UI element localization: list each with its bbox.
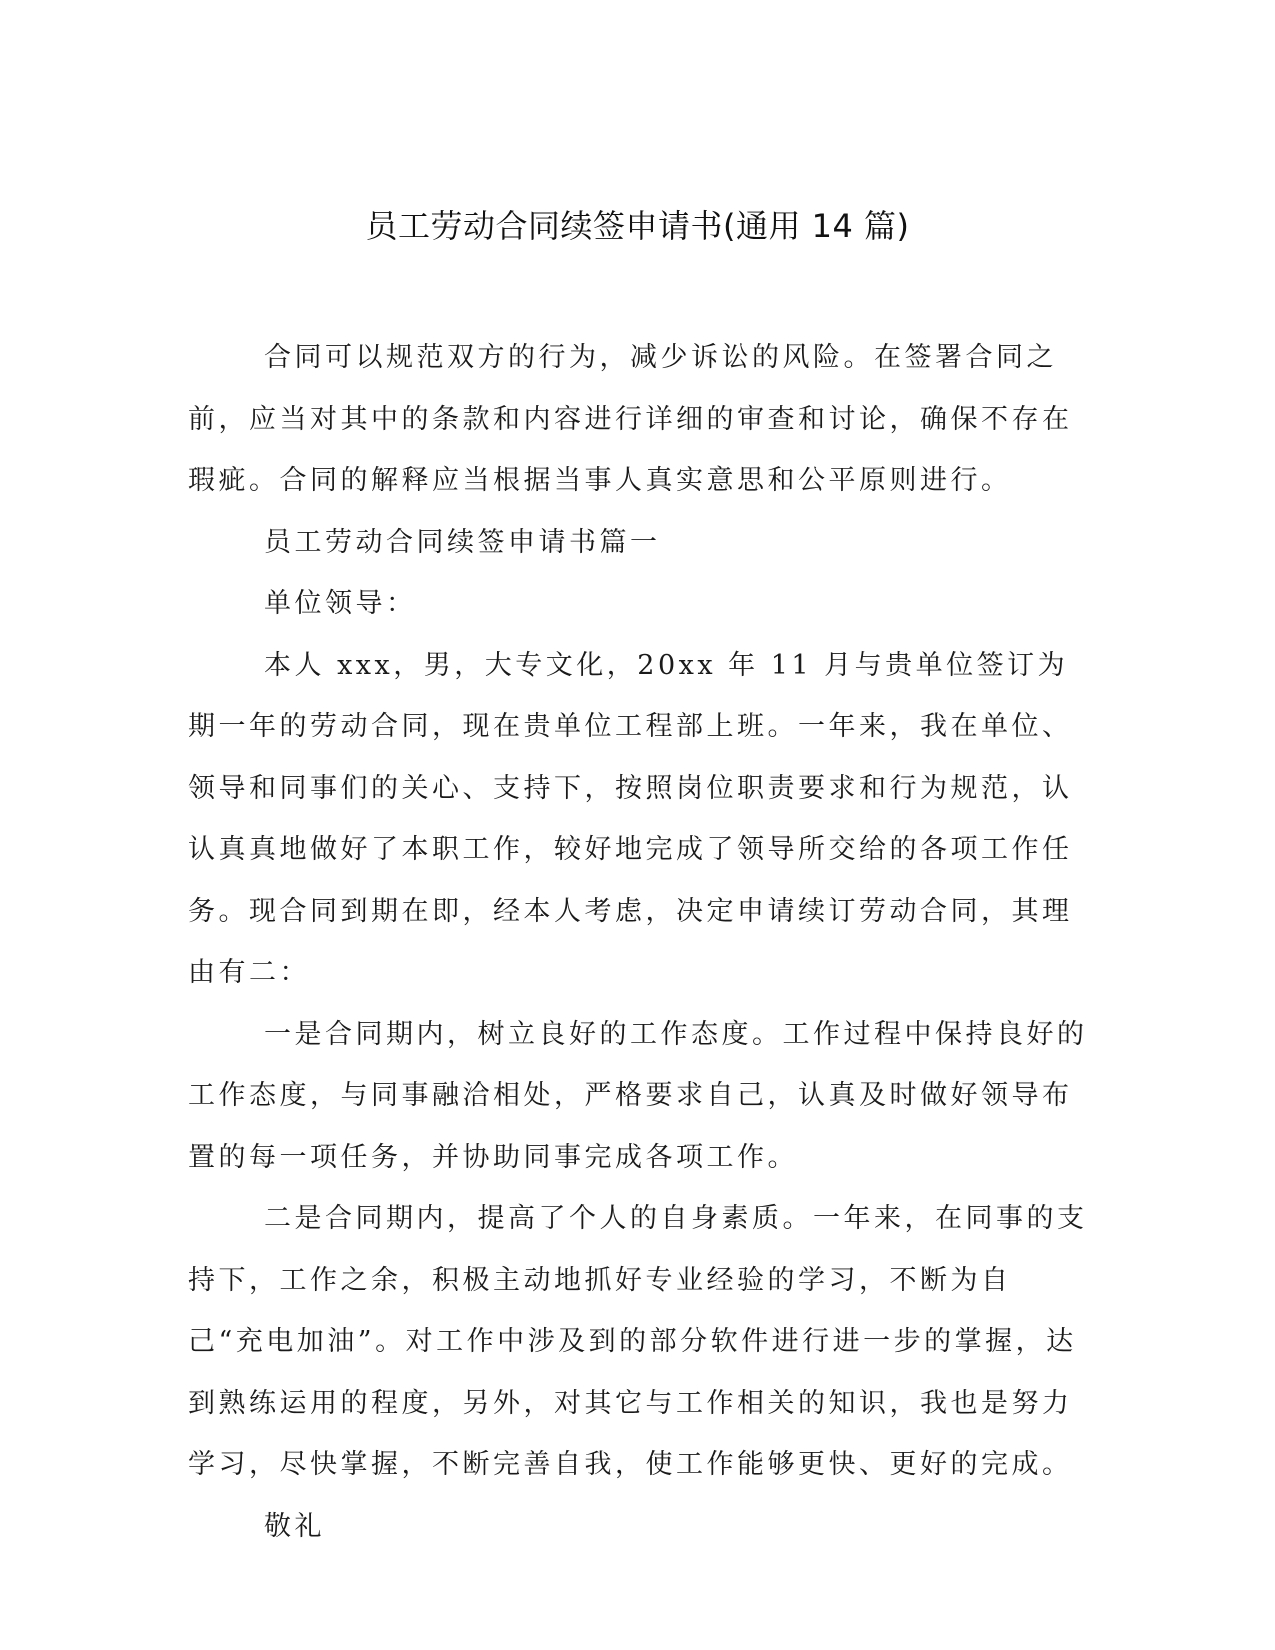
body-paragraph: 本人 xxx，男，大专文化，20xx 年 11 月与贵单位签订为期一年的劳动合同，现在贵单位工程部上班。一年来，我在单位、领导和同事们的关心、支持下，按照岗位职责要求和行为规范，认认真真地做好了本职工作，较好地完成了领导所交给的各项工作任务。现合同到期在即，经本人考虑，决定申请续订劳动合同，其理由有二： (188, 649, 1073, 988)
section-heading: 员工劳动合同续签申请书篇一 (264, 526, 661, 558)
document-title: 员工劳动合同续签申请书(通用 14 篇) (365, 207, 910, 245)
closing-greeting: 敬礼 (264, 1510, 325, 1542)
reason-two-paragraph: 二是合同期内，提高了个人的自身素质。一年来，在同事的支持下，工作之余，积极主动地抓好专业经验的学习，不断为自己“充电加油”。对工作中涉及到的部分软件进行进一步的掌握，达到熟练运用的程度，另外，对其它与工作相关的知识，我也是努力学习，尽快掌握，不断完善自我，使工作能够更快、更好的完成。 (188, 1203, 1088, 1480)
document-body (188, 327, 1088, 1557)
intro-paragraph: 合同可以规范双方的行为，减少诉讼的风险。在签署合同之前，应当对其中的条款和内容进行详细的审查和讨论，确保不存在瑕疵。合同的解释应当根据当事人真实意思和公平原则进行。 (188, 342, 1073, 496)
salutation: 单位领导： (264, 588, 417, 619)
reason-one-paragraph: 一是合同期内，树立良好的工作态度。工作过程中保持良好的工作态度，与同事融洽相处，严格要求自己，认真及时做好领导布置的每一项任务，并协助同事完成各项工作。 (188, 1018, 1088, 1173)
